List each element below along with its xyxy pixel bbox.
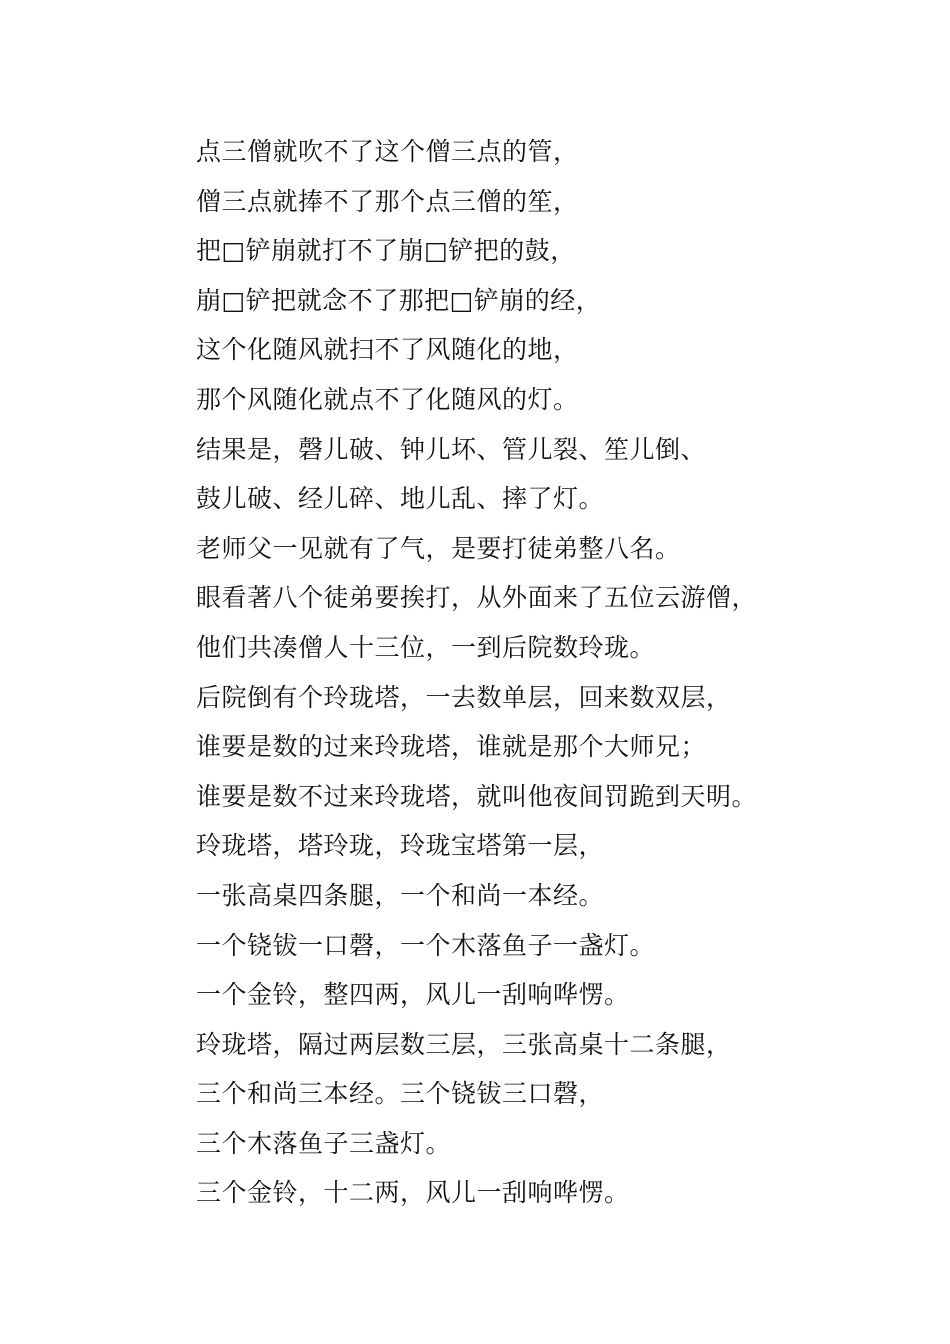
text-line: 三个木落鱼子三盏灯。 <box>196 1128 452 1158</box>
text-line: 僧三点就捧不了那个点三僧的笙， <box>196 186 579 216</box>
text-line: 一个金铃，整四两，风儿一刮响哗愣。 <box>196 980 630 1010</box>
text-line: 眼看著八个徒弟要挨打，从外面来了五位云游僧， <box>196 583 758 613</box>
text-line: 一张高桌四条腿，一个和尚一本经。 <box>196 880 605 910</box>
text-line: 那个风随化就点不了化随风的灯。 <box>196 384 579 414</box>
text-line: 结果是，磬儿破、钟儿坏、管儿裂、笙儿倒、 <box>196 434 707 464</box>
text-line: 鼓儿破、经儿碎、地儿乱、摔了灯。 <box>196 484 605 514</box>
text-line: 他们共凑僧人十三位，一到后院数玲珑。 <box>196 632 656 662</box>
text-line: 把□铲崩就打不了崩□铲把的鼓， <box>196 236 576 266</box>
text-line: 点三僧就吹不了这个僧三点的管， <box>196 137 579 166</box>
text-line: 老师父一见就有了气，是要打徒弟整八名。 <box>196 533 681 563</box>
text-line: 后院倒有个玲珑塔，一去数单层，回来数双层， <box>196 682 732 712</box>
text-line: 谁要是数不过来玲珑塔，就叫他夜间罚跪到天明。 <box>196 781 758 811</box>
text-line: 这个化随风就扫不了风随化的地， <box>196 335 579 365</box>
text-line: 玲珑塔，塔玲珑，玲珑宝塔第一层， <box>196 831 605 861</box>
text-line: 崩□铲把就念不了那把□铲崩的经， <box>196 285 602 315</box>
text-line: 三个金铃，十二两，风儿一刮响哗愣。 <box>196 1178 630 1208</box>
text-body <box>196 127 936 1218</box>
text-line: 一个铙钹一口磬，一个木落鱼子一盏灯。 <box>196 930 656 960</box>
text-line: 玲珑塔，隔过两层数三层，三张高桌十二条腿， <box>196 1029 732 1059</box>
text-line: 谁要是数的过来玲珑塔，谁就是那个大师兄； <box>196 732 707 762</box>
text-line: 三个和尚三本经。三个铙钹三口磬， <box>196 1079 605 1109</box>
